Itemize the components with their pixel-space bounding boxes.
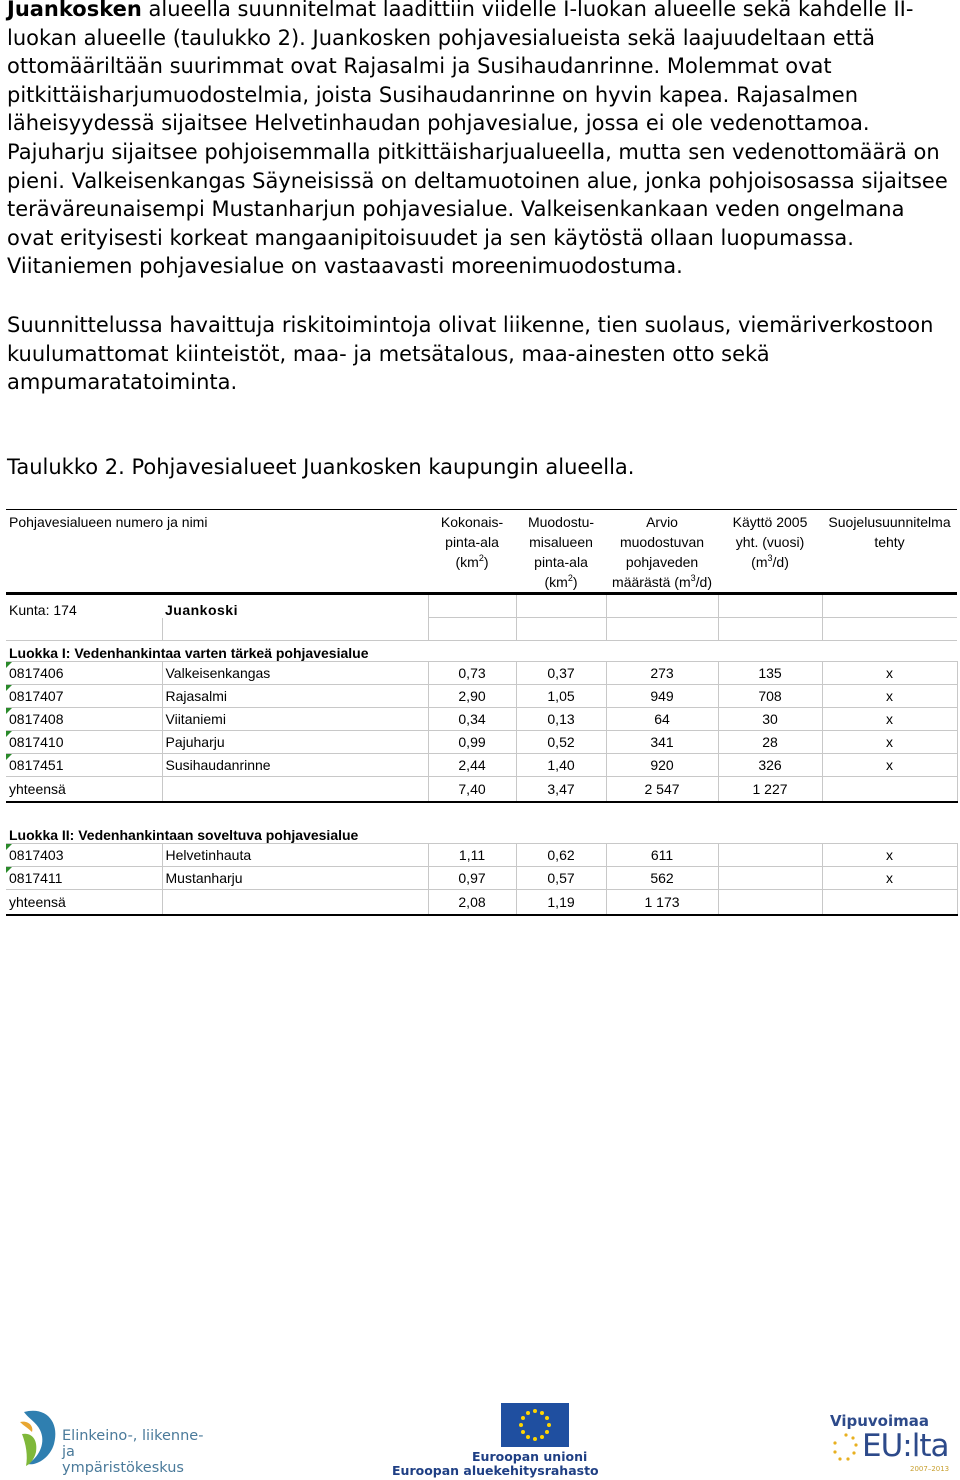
usage-value: 135	[718, 662, 822, 685]
groundwater-table	[6, 509, 958, 916]
area-name: Rajasalmi	[162, 685, 428, 708]
comment-marker-icon	[6, 867, 12, 873]
eu-union-text: Euroopan unioni	[472, 1449, 588, 1464]
plan-mark: x	[822, 685, 957, 708]
usage-value	[718, 867, 822, 890]
usage-value: 30	[718, 708, 822, 731]
area-id: 0817451	[6, 754, 162, 777]
ely-text: Elinkeino-, liikenne- ja ympäristökeskus	[62, 1428, 204, 1476]
formation-area-value: 0,52	[516, 731, 606, 754]
intro-lead: Juankosken	[7, 0, 142, 21]
area-id: 0817403	[6, 844, 162, 867]
table-row	[6, 731, 957, 754]
class2-rows	[6, 844, 957, 890]
plan-mark: x	[822, 754, 957, 777]
area-name: Viitaniemi	[162, 708, 428, 731]
table-row	[6, 867, 957, 890]
formation-area-value: 0,62	[516, 844, 606, 867]
table-caption: Taulukko 2. Pohjavesialueet Juankosken kaupungin alueella.	[7, 455, 635, 479]
area-name: Mustanharju	[162, 867, 428, 890]
comment-marker-icon	[6, 662, 12, 668]
area-name: Pajuharju	[162, 731, 428, 754]
table-row	[6, 708, 957, 731]
header-estimate: Arvio muodostuvan pohjaveden määrästä $(m^3/d)$	[606, 510, 718, 594]
formation-area-value: 0,37	[516, 662, 606, 685]
table-row	[6, 844, 957, 867]
vipuvoimaa-years: 2007–2013	[910, 1465, 950, 1473]
vipuvoimaa-logo	[828, 1410, 958, 1476]
blank-row	[6, 618, 957, 641]
plan-mark: x	[822, 662, 957, 685]
total-area-value: 2,90	[428, 685, 516, 708]
total-area: 7,40	[428, 777, 516, 803]
class1-total-row	[6, 777, 957, 803]
area-name: Susihaudanrinne	[162, 754, 428, 777]
area-id: 0817406	[6, 662, 162, 685]
class2-total-row	[6, 890, 957, 916]
plan-mark: x	[822, 708, 957, 731]
usage-value: 326	[718, 754, 822, 777]
vipuvoimaa-text: Vipuvoimaa	[830, 1412, 930, 1430]
class1-title-row	[6, 641, 957, 662]
area-id: 0817407	[6, 685, 162, 708]
total-area-value: 1,11	[428, 844, 516, 867]
vipuvoimaa-eu-text: EU:lta	[862, 1428, 949, 1464]
table-row	[6, 662, 957, 685]
total-label: yhteensä	[6, 777, 162, 803]
usage-value: 708	[718, 685, 822, 708]
header-plan: Suojelusuunnitelma tehty	[822, 510, 957, 594]
vipuvoimaa-stars-icon	[832, 1432, 860, 1466]
total-area: 2,08	[428, 890, 516, 916]
total-area-value: 0,73	[428, 662, 516, 685]
area-name: Valkeisenkangas	[162, 662, 428, 685]
total-area-value: 2,44	[428, 754, 516, 777]
table-header-row	[6, 510, 957, 594]
total-area-value: 0,34	[428, 708, 516, 731]
area-id: 0817410	[6, 731, 162, 754]
usage-value	[718, 844, 822, 867]
plan-mark: x	[822, 731, 957, 754]
comment-marker-icon	[6, 708, 12, 714]
estimate-value: 949	[606, 685, 718, 708]
comment-marker-icon	[6, 754, 12, 760]
estimate-value: 920	[606, 754, 718, 777]
total-formation: 3,47	[516, 777, 606, 803]
eu-flag-icon	[501, 1403, 569, 1447]
comment-marker-icon	[6, 731, 12, 737]
plan-mark: x	[822, 844, 957, 867]
total-area-value: 0,99	[428, 731, 516, 754]
header-usage: Käyttö 2005 yht. (vuosi) $(m^3/d)$	[718, 510, 822, 594]
intro-text: alueella suunnitelmat laadittiin viidelle I-luokan alueelle sekä kahdelle II-luokan alueelle (taulukko 2). Juankosken pohjavesialueista sekä laajuudeltaan että ottomääriltään suurimmat ovat Rajasalmi ja Susihaudanrinne. Molemmat ovat pitkittäisharjumuodostelmia, joista Susihaudanrinne on hyvin kapea. Rajasalmen läheisyydessä sijaitsee Helvetinhaudan pohjavesialue, jossa ei ole vedenottamoa. Pajuharju sijaitsee pohjoisemmalla pitkittäisharjualueella, mutta sen vedenottomäärä on pieni. Valkeisenkangas Säyneisissä on deltamuotoinen alue, jonka pohjoisosassa sijaitsee teräväreunaisempi Mustanharjun pohjavesialue. Valkeisenkankaan veden ongelmana ovat erityisesti korkeat mangaanipitoisuudet ja sen käytöstä ollaan luopumassa. Viitaniemen pohjavesialue on vastaavasti moreenimuodostuma.	[7, 0, 948, 279]
estimate-value: 611	[606, 844, 718, 867]
header-name: Pohjavesialueen numero ja nimi	[6, 510, 428, 594]
total-formation: 1,19	[516, 890, 606, 916]
ely-logo	[18, 1404, 208, 1476]
formation-area-value: 1,05	[516, 685, 606, 708]
total-label: yhteensä	[6, 890, 162, 916]
header-area: Kokonais- pinta-ala $(km^2)$	[428, 510, 516, 594]
kunta-row	[6, 594, 957, 618]
class1-title: Luokka I: Vedenhankintaa varten tärkeä pohjavesialue	[6, 641, 957, 662]
comment-marker-icon	[6, 844, 12, 850]
formation-area-value: 0,57	[516, 867, 606, 890]
comment-marker-icon	[6, 685, 12, 691]
eu-fund-text: Euroopan aluekehitysrahasto	[392, 1463, 599, 1478]
total-area-value: 0,97	[428, 867, 516, 890]
ely-swirl-icon	[18, 1404, 62, 1470]
eu-logo	[390, 1403, 599, 1478]
kunta-label: Kunta: 174	[9, 601, 77, 618]
total-usage: 1 227	[718, 777, 822, 803]
estimate-value: 273	[606, 662, 718, 685]
table-row	[6, 754, 957, 777]
risks-paragraph: Suunnittelussa havaittuja riskitoimintoja olivat liikenne, tien suolaus, viemäriverkostoon kuulumattomat kiinteistöt, maa- ja metsätalous, maa-ainesten otto sekä ampumaratatoiminta.	[7, 313, 934, 395]
estimate-value: 562	[606, 867, 718, 890]
formation-area-value: 0,13	[516, 708, 606, 731]
usage-value: 28	[718, 731, 822, 754]
intro-paragraph	[7, 0, 955, 281]
class1-rows	[6, 662, 957, 777]
table-row	[6, 685, 957, 708]
estimate-value: 64	[606, 708, 718, 731]
total-usage	[718, 890, 822, 916]
plan-mark: x	[822, 867, 957, 890]
area-name: Helvetinhauta	[162, 844, 428, 867]
class2-title-row	[6, 823, 957, 844]
class2-title: Luokka II: Vedenhankintaan soveltuva pohjavesialue	[6, 823, 957, 844]
kunta-name: Juankoski	[165, 601, 238, 618]
area-id: 0817408	[6, 708, 162, 731]
area-id: 0817411	[6, 867, 162, 890]
total-estimate: 2 547	[606, 777, 718, 803]
header-formation-area: Muodostu- misalueen pinta-ala $(km^2)$	[516, 510, 606, 594]
total-estimate: 1 173	[606, 890, 718, 916]
estimate-value: 341	[606, 731, 718, 754]
formation-area-value: 1,40	[516, 754, 606, 777]
blank-row	[6, 802, 957, 823]
